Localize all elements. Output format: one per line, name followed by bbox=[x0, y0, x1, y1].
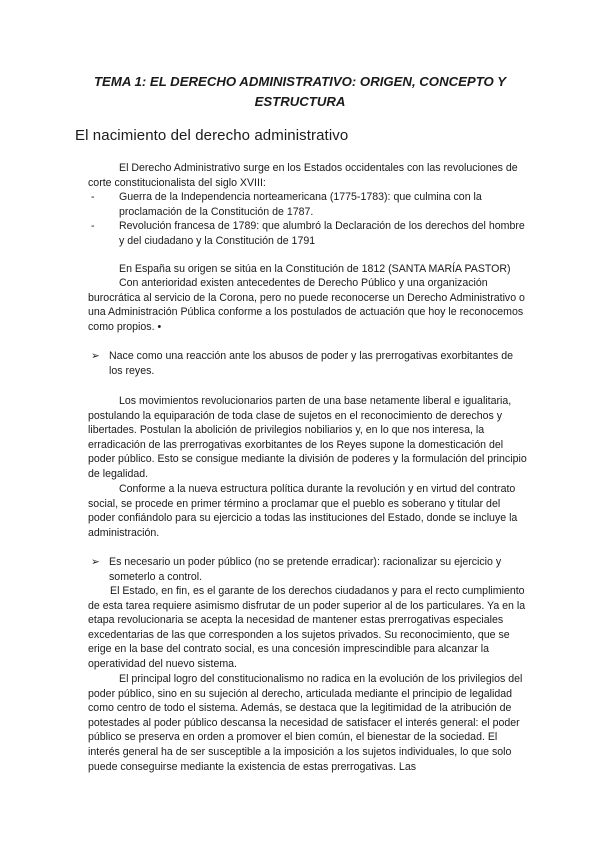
paragraph-revolutionary-movements: Los movimientos revolucionarios parten de una base netamente liberal e igualitaria, postulando la equiparación de toda clase de sujetos en el reconocimiento de derechos y libertades. Postulan la abolición de privilegios nobiliarios y, en lo que nos interesa, la erradicación de las prerrogativas exorbitantes de los Reyes supone la domesticación del poder público. Esto se consigue mediante la división de poderes y la formulación del principio de legalidad. bbox=[88, 395, 527, 480]
paragraph-antecedents: Con anterioridad existen antecedentes de Derecho Público y una organización burocrática al servicio de la Corona, pero no puede reconocerse un Derecho Administrativo o una Administración Pública conforme a los postulados de actuación que hoy le reconocemos como propios. • bbox=[88, 277, 525, 333]
arrow-bullet-icon: ➢ bbox=[91, 556, 100, 568]
list-item-text: Revolución francesa de 1789: que alumbró la Declaración de los derechos del hombre y del ciudadano y la Constitución de 1791 bbox=[119, 220, 525, 247]
dash-bullet: - bbox=[91, 191, 95, 203]
arrow-bullet-text: Es necesario un poder público (no se pretende erradicar): racionalizar su ejercicio y someterlo a control. bbox=[109, 556, 502, 583]
paragraph-state-guarantor: El Estado, en fin, es el garante de los derechos ciudadanos y para el recto cumplimiento de esta tarea requiere asimismo disfrutar de un poder superior al de los particulares. Ya en la etapa revolucionaria se acepta la necesidad de mantener estas prerrogativas especiales excedentarias de las que corresponden a los sujetos privados. Su reconocimiento, que se erige en la base del contrato social, es una concesión imprescindible para alcanzar la operatividad del nuevo sistema. bbox=[88, 585, 526, 670]
paragraph-intro: El Derecho Administrativo surge en los Estados occidentales con las revoluciones de corte constitucionalista del siglo XVIII: bbox=[88, 162, 518, 189]
paragraph-constitutionalism: El principal logro del constitucionalismo no radica en la evolución de los privilegios del poder público, sino en su sujeción al derecho, articulada mediante el principio de legalidad como centro de todo el sistema. Además, se destaca que la legitimidad de la atribución de potestades al poder público descansa la necesidad de satisfacer el interés general: el poder público se preserva en orden a promover el bien común, el bienestar de la sociedad. El interés general ha de ser susceptible a la imposición a los sujetos individuales, lo que solo puede conseguirse mediante la existencia de estas prerrogativas. Las bbox=[88, 673, 523, 773]
arrow-bullet-text: Nace como una reacción ante los abusos de poder y las prerrogativas exorbitantes de los reyes. bbox=[109, 350, 513, 377]
list-item-text: Guerra de la Independencia norteamericana (1775-1783): que culmina con la proclamación de la Constitución de 1787. bbox=[119, 191, 482, 218]
dash-bullet: - bbox=[91, 220, 95, 232]
paragraph-spain-origin: En España su origen se sitúa en la Constitución de 1812 (SANTA MARÍA PASTOR) bbox=[119, 263, 511, 275]
section-heading: El nacimiento del derecho administrativo bbox=[75, 127, 349, 144]
paragraph-political-structure: Conforme a la nueva estructura política durante la revolución y en virtud del contrato social, se procede en primer término a proclamar que el pueblo es soberano y titular del poder confiándolo para su ejercicio a todas las instituciones del Estado, donde se incluye la administración. bbox=[88, 483, 518, 539]
arrow-bullet-icon: ➢ bbox=[91, 350, 100, 362]
page-title: TEMA 1: EL DERECHO ADMINISTRATIVO: ORIGEN, CONCEPTO Y ESTRUCTURA bbox=[93, 74, 507, 109]
